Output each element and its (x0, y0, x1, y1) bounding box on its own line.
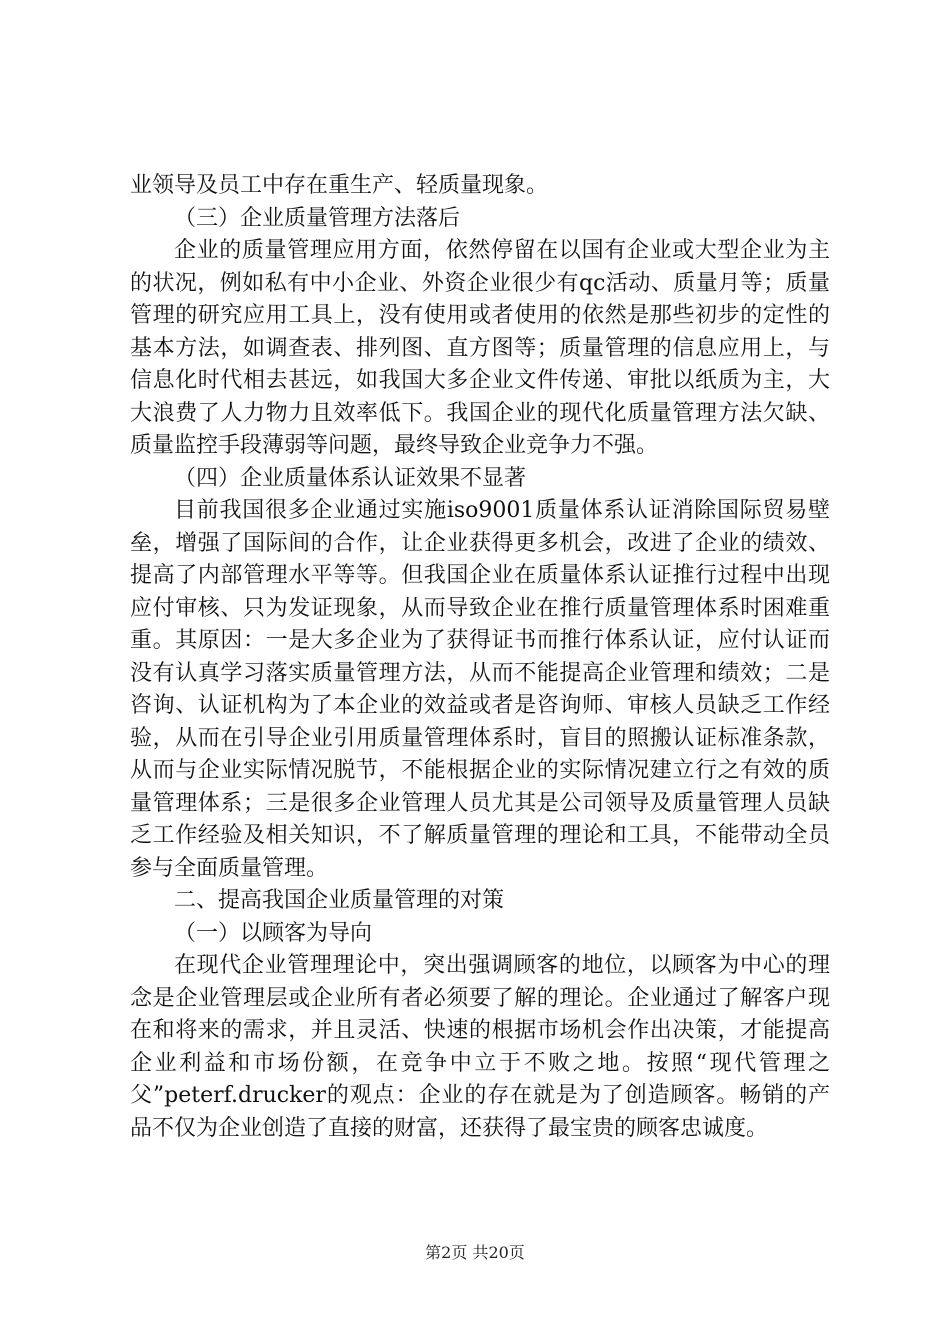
chapter-heading-2: 二、提高我国企业质量管理的对策 (174, 888, 505, 913)
document-body (130, 170, 830, 1145)
section-heading-4: （四）企业质量体系认证效果不显著 (174, 465, 527, 491)
paragraph-certification: 目前我国很多企业通过实施iso9001质量体系认证消除国际贸易壁垒，增强了国际间的合作，让企业获得更多机会，改进了企业的绩效、提高了内部管理水平等等。但我国企业在质量体系认证推行过程中出现应付审核、只为发证现象，从而导致企业在推行质量管理体系时困难重重。其原因：一是大多企业为了获得证书而推行体系认证，应付认证而没有认真学习落实质量管理方法，从而不能提高企业管理和绩效；二是咨询、认证机构为了本企业的效益或者是咨询师、审核人员缺乏工作经验，从而在引导企业引用质量管理体系时，盲目的照搬认证标准条款，从而与企业实际情况脱节，不能根据企业的实际情况建立行之有效的质量管理体系；三是很多企业管理人员尤其是公司领导及质量管理人员缺乏工作经验及相关知识，不了解质量管理的理论和工具，不能带动全员参与全面质量管理。 (130, 498, 830, 881)
paragraph-customer: 在现代企业管理理论中，突出强调顾客的地位，以顾客为中心的理念是企业管理层或企业所有者必须要了解的理论。企业通过了解客户现在和将来的需求，并且灵活、快速的根据市场机会作出决策，才能提高企业利益和市场份额，在竞争中立于不败之地。按照“现代管理之父”peterf.drucker的观点：企业的存在就是为了创造顾客。畅销的产品不仅为企业创造了直接的财富，还获得了最宝贵的顾客忠诚度。 (130, 953, 830, 1141)
section-heading-3: （三）企业质量管理方法落后 (174, 205, 461, 231)
section-heading-1: （一）以顾客为导向 (174, 920, 373, 946)
page-footer: 第2页 共20页 (425, 1243, 525, 1262)
paragraph-continuation: 业领导及员工中存在重生产、轻质量现象。 (130, 173, 549, 198)
paragraph-methods: 企业的质量管理应用方面，依然停留在以国有企业或大型企业为主的状况，例如私有中小企业、外资企业很少有qc活动、质量月等；质量管理的研究应用工具上，没有使用或者使用的依然是那些初步的定性的基本方法，如调查表、排列图、直方图等；质量管理的信息应用上，与信息化时代相去甚远，如我国大多企业文件传递、审批以纸质为主，大大浪费了人力物力且效率低下。我国企业的现代化质量管理方法欠缺、质量监控手段薄弱等问题，最终导致企业竞争力不强。 (130, 238, 830, 458)
